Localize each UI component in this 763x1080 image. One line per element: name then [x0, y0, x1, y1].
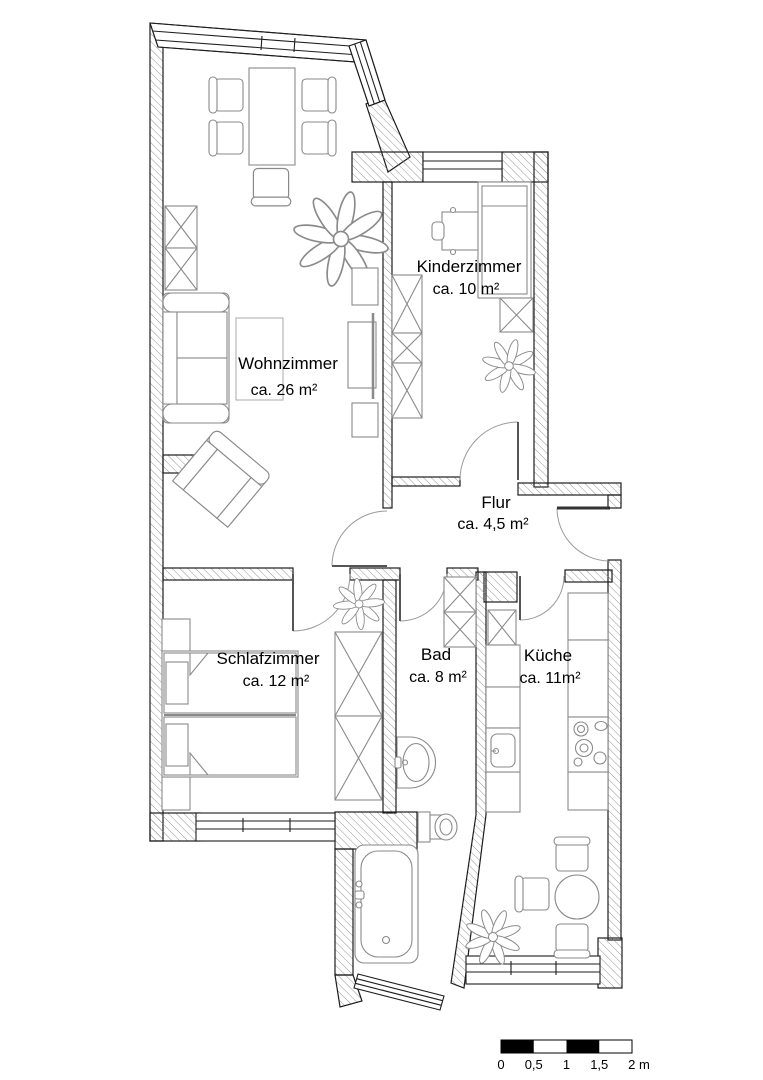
room-area-wohnzimmer: ca. 26 m² [250, 382, 318, 399]
chair-icon [302, 77, 336, 113]
desk-chair [432, 222, 444, 240]
nightstand [162, 619, 190, 653]
scale-label-05: 0,5 [524, 1057, 543, 1072]
desk [432, 208, 480, 255]
wall-bath-left [335, 849, 353, 975]
scale-label-15: 1,5 [590, 1057, 609, 1072]
room-area-flur: ca. 4,5 m² [457, 516, 529, 533]
room-label-kinderzimmer: Kinderzimmer [416, 257, 522, 276]
wall-kueche-right [608, 560, 621, 940]
wall-kinderzimmer-right [534, 152, 548, 487]
wall-left-outer [150, 24, 163, 841]
window-bad [354, 974, 444, 1010]
sideboard [165, 206, 197, 290]
scale-bar-segment [567, 1040, 600, 1053]
wall-kueche-se-corner [598, 938, 622, 988]
window-wohnzimmer-angled [349, 40, 385, 106]
stove [568, 717, 608, 772]
wall-kinderzimmer-left [383, 182, 392, 508]
chair-icon [554, 924, 590, 958]
door-kinderzimmer [460, 422, 518, 480]
door-wohnzimmer [332, 511, 387, 566]
scale-label-1: 1 [562, 1057, 571, 1072]
wardrobe-schlafzimmer [335, 632, 382, 800]
tv-board [348, 268, 378, 437]
chair-icon [302, 120, 336, 156]
armchair [173, 429, 272, 527]
wardrobe-kinderzimmer [500, 298, 533, 332]
sofa [163, 293, 229, 423]
room-label-kueche: Küche [523, 646, 573, 665]
wall-kinderzimmer-bottom-left [392, 477, 460, 486]
room-area-kinderzimmer: ca. 10 m² [432, 281, 500, 298]
double-bed [162, 651, 298, 777]
dining-table [249, 68, 295, 165]
wall-kueche-top [565, 570, 612, 582]
room-area-schlafzimmer: ca. 12 m² [242, 673, 310, 690]
plant-icon [284, 182, 398, 296]
window-wohnzimmer-top [150, 23, 366, 62]
washbasin [395, 737, 436, 788]
room-label-bad: Bad [420, 645, 452, 664]
wall-schlafzimmer-right [383, 580, 396, 813]
chair-icon [515, 876, 549, 912]
room-label-flur: Flur [481, 493, 511, 512]
door-bad [400, 574, 447, 621]
kitchen-sink [486, 728, 520, 772]
wall-schlafzimmer-top-left [163, 568, 293, 580]
scale-bar [497, 1040, 649, 1072]
wall-flur-east-upper [608, 495, 621, 508]
bath-cabinet [444, 577, 476, 647]
room-label-wohnzimmer: Wohnzimmer [238, 354, 338, 373]
shelf-column [392, 275, 422, 418]
nightstand [162, 777, 190, 810]
chair-icon [251, 169, 291, 206]
chair-icon [209, 120, 243, 156]
door-entrance [557, 508, 621, 561]
round-table [555, 875, 599, 919]
wall-schlafzimmer-bottom-left [150, 813, 200, 841]
scale-label-0: 0 [497, 1057, 505, 1072]
wall-bath-block [335, 812, 417, 849]
chair-icon [209, 77, 243, 113]
window-kinderzimmer [423, 152, 502, 182]
room-area-kueche: ca. 11m² [519, 670, 581, 687]
kueche-cabinet [488, 610, 516, 645]
room-area-bad: ca. 8 m² [409, 669, 467, 686]
chair-icon [554, 837, 590, 871]
scale-label-2m: 2 m [628, 1057, 650, 1072]
room-label-schlafzimmer: Schlafzimmer [216, 649, 320, 668]
door-kueche [520, 576, 564, 620]
kitchen-counter-right [568, 593, 608, 810]
wall-kinderzimmer-top-left [352, 152, 423, 182]
toilet [418, 812, 457, 842]
wall-flur-northeast [518, 483, 621, 495]
bathtub [355, 845, 418, 963]
window-schlafzimmer [196, 813, 335, 841]
wall-kueche-stub [484, 572, 517, 602]
scale-bar-segment [501, 1040, 534, 1053]
